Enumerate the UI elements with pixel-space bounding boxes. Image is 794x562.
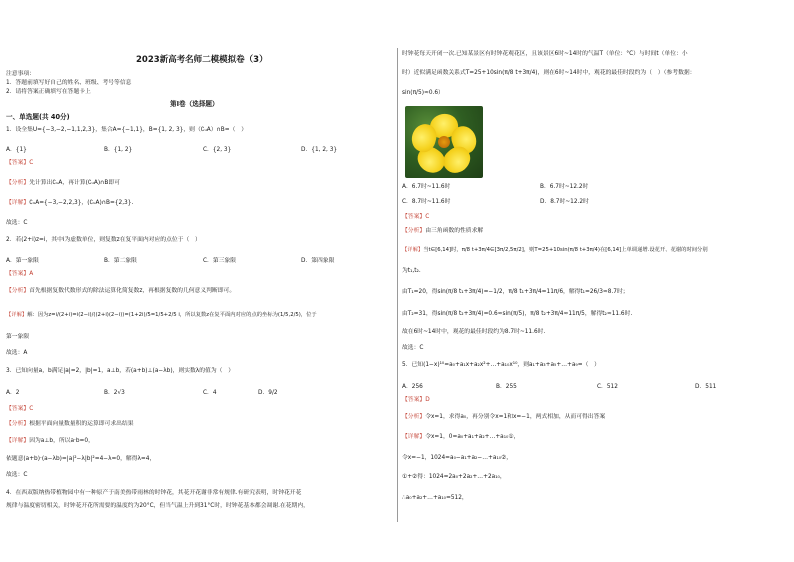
q1-option-c: C．{2, 3} <box>203 147 232 153</box>
q5-option-d: D．511 <box>695 384 717 390</box>
right-column <box>397 0 794 562</box>
q3-answer: 【答案】C <box>6 406 34 412</box>
q1-option-b: B．{1, 2} <box>104 147 133 153</box>
q1-conclusion: 故选：C <box>6 220 28 226</box>
q5-stem: 5．已知(1−x)¹⁰=a₀+a₁x+a₂x²+…+a₁₀x¹⁰，则a₁+a₃+a₅+…+a₉=（ ） <box>402 362 600 368</box>
q2-option-d: D．第四象限 <box>301 258 335 264</box>
note-1: 1．答题前填写好自己的姓名、班级、考号等信息 <box>6 80 132 86</box>
q2-detail: 【详解】解：因为z=i/(2+i)=i(2−i)/((2+i)(2−i))=(1+2i)/5=1/5+2/5 i，所以复数z在复平面内对应的点的坐标为(1/5,2/5)，位于 <box>6 312 317 318</box>
q3-stem: 3．已知向量a，b满足|a|=2，|b|=1，a⊥b，若(a+b)⊥(a−λb)，则实数λ的值为（ ） <box>6 368 235 374</box>
q5-detail-2: 令x=−1，1024=a₀−a₁+a₂−…+a₁₀②， <box>402 455 513 461</box>
note-2: 2．请将答案正确填写在答题卡上 <box>6 89 91 95</box>
q4-answer: 【答案】C <box>402 214 430 220</box>
q4-analysis: 【分析】由三角函数的性质求解 <box>402 228 484 234</box>
q5-option-b: B．255 <box>496 384 517 390</box>
q1-option-d: D．{1, 2, 3} <box>301 147 338 153</box>
q2-conclusion: 故选：A <box>6 350 28 356</box>
q2-answer: 【答案】A <box>6 271 34 277</box>
q4-option-d: D．8.7时~12.2时 <box>540 199 589 205</box>
q5-analysis: 【分析】令x=1，求得a₀，再分别令x=1和x=−1，两式相加，从而可得出答案 <box>402 414 606 420</box>
page-title: 2023新高考名师二模模拟卷（3） <box>136 55 268 65</box>
q3-detail: 【详解】因为a⊥b，所以a·b=0， <box>6 438 94 444</box>
q1-answer: 【答案】C <box>6 160 34 166</box>
q4-cont-line-2: 时）近似满足函数关系式T=25+10sin(π/8 t+3π/4)，则在6时~14时中，观花的最佳时段约为（ ）（参考数据： <box>402 70 696 76</box>
q4-detail-4: 由T₂=31，得sin(π/8 t₂+3π/4)=0.6≈sin(π/5)，π/8 t₂+3π/4≈11π/5，解得t₂≈11.6时. <box>402 311 633 317</box>
q2-option-a: A．第一象限 <box>6 258 39 264</box>
q5-answer: 【答案】D <box>402 397 430 403</box>
q4-option-c: C．8.7时~11.6时 <box>402 199 451 205</box>
q2-stem: 2．若(2+i)z=i，其中i为虚数单位，则复数z在复平面内对应的点位于（ ） <box>6 237 201 243</box>
q5-detail-3: ①+②得：1024=2a₀+2a₂+…+2a₁₀， <box>402 474 506 480</box>
q5-detail-1: 【详解】令x=1，0=a₀+a₁+a₂+…+a₁₀①， <box>402 434 520 440</box>
notes-heading: 注意事项： <box>6 71 35 77</box>
q4-conclusion: 故选：C <box>402 345 424 351</box>
q3-option-d: D．9/2 <box>258 390 278 396</box>
q4-option-b: B．6.7时~12.2时 <box>540 184 589 190</box>
q3-detail-2: 依题意(a+b)·(a−λb)=|a|²−λ|b|²=4−λ=0，解得λ=4， <box>6 456 156 462</box>
q2-option-b: B．第二象限 <box>104 258 137 264</box>
q3-option-a: A．2 <box>6 390 20 396</box>
q3-analysis: 【分析】根据平面向量数量积的运算即可求出结果 <box>6 421 134 427</box>
q4-option-a: A．6.7时~11.6时 <box>402 184 451 190</box>
q1-analysis: 【分析】先计算出∁ᵤA，再计算(∁ᵤA)∩B即可 <box>6 180 120 186</box>
q2-option-c: C．第三象限 <box>203 258 237 264</box>
q3-option-c: C．4 <box>203 390 217 396</box>
q4-detail-5: 故在6时~14时中，观花的最佳时段约为8.7时~11.6时. <box>402 329 546 335</box>
q4-detail-2: 为t₁,t₂. <box>402 268 421 274</box>
q3-conclusion: 故选：C <box>6 472 28 478</box>
q4-cont-line-1: 时钟花每天开闭一次.已知某景区有时钟花观花区，且该景区6时~14时的气温T（单位：°C）与时间t（单位：小 <box>402 51 688 57</box>
q3-option-b: B．2√3 <box>104 390 125 396</box>
q4-detail-3: 由T₁=20，得sin(π/8 t₁+3π/4)=−1/2，π/8 t₁+3π/4=11π/6，解得t₁=26/3≈8.7时； <box>402 289 629 295</box>
q4-cont-line-3: sin(π/5)≈0.6） <box>402 90 444 96</box>
q1-stem: 1．设全集U={−3,−2,−1,1,2,3}，集合A={−1,1}，B={1, 2, 3}，则（∁ᵤA）∩B=（ ） <box>6 127 248 133</box>
q4-stem-line-1: 4．在西双版纳热带植物园中有一种原产于南美热带雨林的时钟花，其花开花谢非常有规律.有研究表明，时钟花开花 <box>6 490 302 496</box>
q1-detail: 【详解】∁ᵤA={−3,−2,2,3}，(∁ᵤA)∩B={2,3}. <box>6 200 134 206</box>
q2-detail-cont: 第一象限 <box>6 334 30 340</box>
flower-center <box>438 136 450 148</box>
part-title: 第Ⅰ卷（选择题） <box>170 100 219 108</box>
q4-detail-1: 【详解】当t∈[6,14]时，π/8 t+3π/4∈[3π/2,5π/2]，则T=25+10sin(π/8 t+3π/4)在[6,14]上单调递增.设花开、花谢的时间分别 <box>402 247 708 253</box>
q5-option-c: C．512 <box>597 384 618 390</box>
q5-detail-4: ∴a₀+a₂+…+a₁₀=512， <box>402 495 468 501</box>
section-heading: 一、单选题(共 40分) <box>6 113 70 121</box>
q5-option-a: A．256 <box>402 384 423 390</box>
q4-stem-line-2: 规律与温度密切相关，时钟花开花所需要的温度约为20°C，但当气温上升到31°C时，时钟花基本都会凋谢.在花期内， <box>6 503 309 509</box>
yellow-flower-photo <box>405 106 483 178</box>
q2-analysis: 【分析】首先根据复数代数形式的除法运算化简复数z，再根据复数的几何意义判断即可。 <box>6 288 236 294</box>
q1-option-a: A．{1} <box>6 147 27 153</box>
